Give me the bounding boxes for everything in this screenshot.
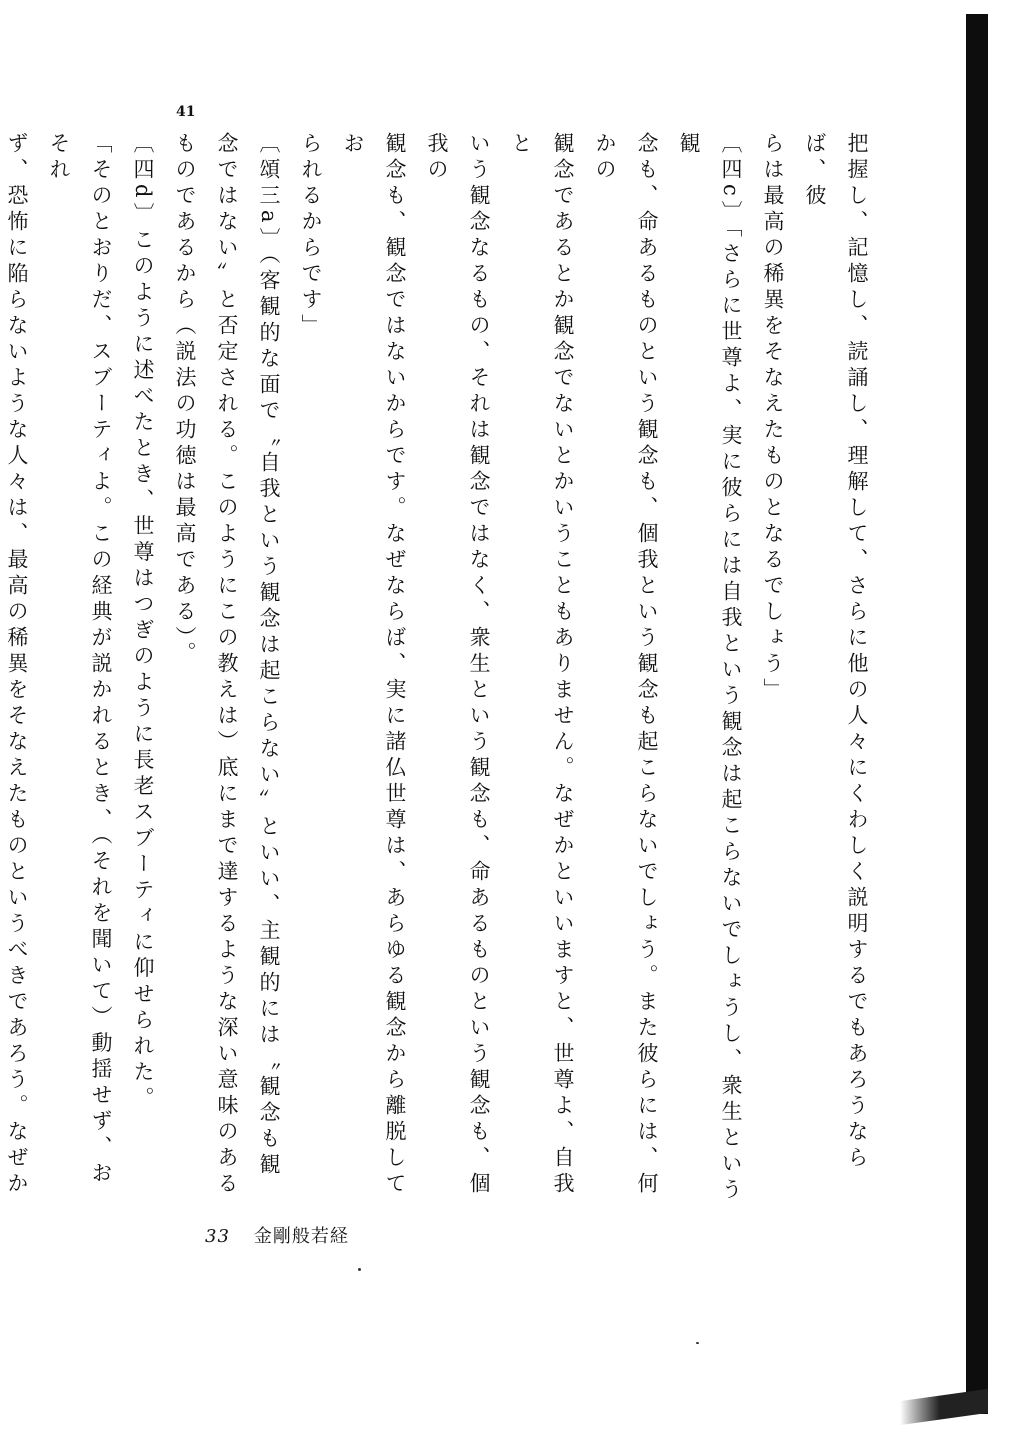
page-curl-shadow [900,1389,988,1425]
text-column: 観念も、観念ではないからです。なぜならば、実に諸仏世尊は、あらゆる観念から離脱してお [341,132,407,1198]
folio-title: 金剛般若経 [253,1226,349,1247]
vertical-text-block [5,132,878,1212]
text-column: られるからです」 [299,132,323,340]
text-column: 把握し、記憶し、読誦し、理解して、さらに他の人々にくわしく説明するでもあろうならば、彼 [803,132,869,1172]
text-column: 「そのとおりだ、スブーティよ。この経典が説かれるとき、（それを聞いて）動揺せず、おそれ [47,132,113,1188]
page-folio [205,1222,349,1248]
folio-number: 33 [205,1226,230,1247]
text-column: いう観念なるもの、それは観念ではなく、衆生という観念も、命あるものという観念も、個我の [425,132,491,1198]
text-column: ものであるから（説法の功徳は最高である）。 [173,132,197,668]
text-column: 〔頌三a〕（客観的な面で〝自我という観念は起こらない〟といい、主観的には〝観念も観 [257,132,281,1180]
text-column: 〔四d〕このように述べたとき、世尊はつぎのように長老スブーティに仰せられた。 [131,132,155,1113]
text-column: ず、恐怖に陥らないような人々は、最高の稀異をそなえたものというべきであろう。なぜか [5,132,29,1198]
top-page-number: 41 [176,104,196,120]
book-binding-edge [966,14,988,1414]
scan-speck [696,1342,699,1344]
text-column: 念も、命あるものという観念も、個我という観念も起こらないでしょう。また彼らには、何かの [593,132,659,1198]
text-column: らは最高の稀異をそなえたものとなるでしょう」 [761,132,785,704]
scan-speck [358,1268,361,1271]
text-column: 念ではない〟と否定される。このようにこの教えは）底にまで達するような深い意味のある [215,132,239,1198]
text-column: 観念であるとか観念でないとかいうこともありません。なぜかといいますと、世尊よ、自我と [509,132,575,1198]
text-column: 〔四c〕「さらに世尊よ、実に彼らには自我という観念は起こらないでしょうし、衆生という観 [677,132,743,1205]
